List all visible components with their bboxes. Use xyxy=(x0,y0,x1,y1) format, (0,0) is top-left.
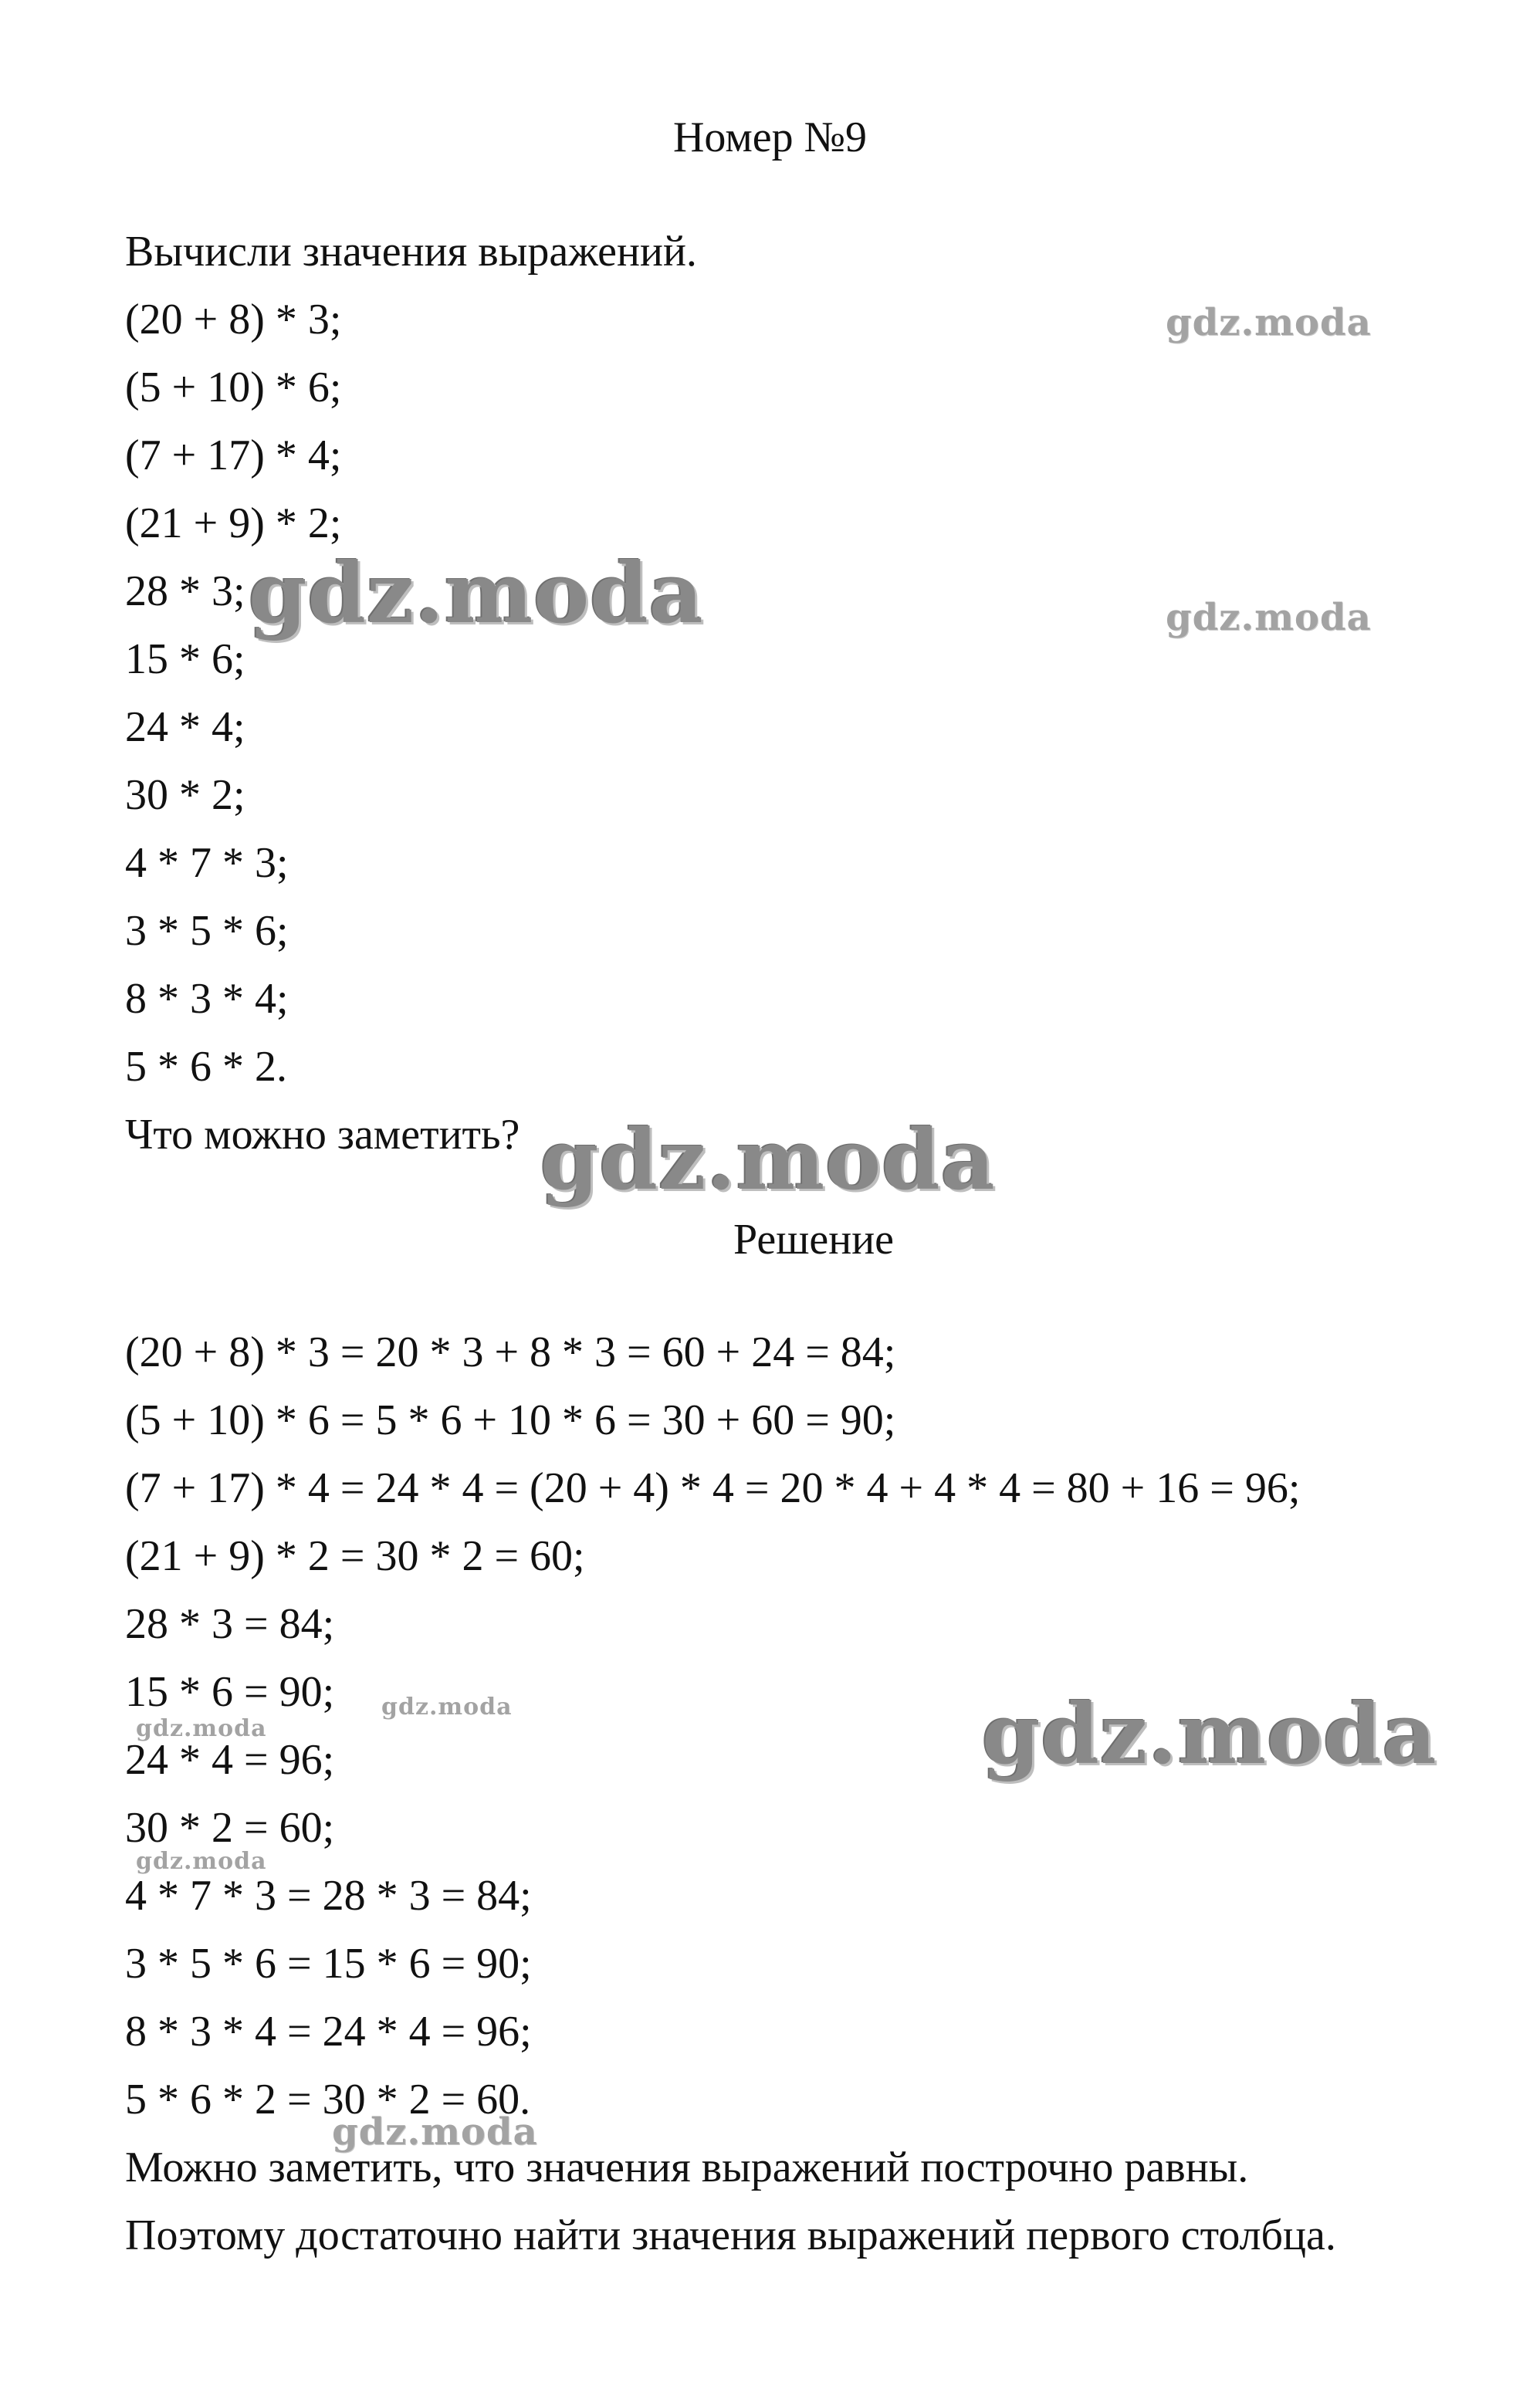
solution-line: 15 * 6 = 90; xyxy=(125,1668,335,1716)
task-expression: 3 * 5 * 6; xyxy=(125,907,289,955)
watermark: gdz.moda xyxy=(249,545,704,642)
task-expression: (20 + 8) * 3; xyxy=(125,296,342,343)
watermark: gdz.moda xyxy=(1166,301,1372,344)
watermark: gdz.moda xyxy=(381,1694,513,1721)
watermark: gdz.moda xyxy=(136,1715,267,1742)
watermark: gdz.moda xyxy=(136,1848,267,1875)
solution-line: (5 + 10) * 6 = 5 * 6 + 10 * 6 = 30 + 60 = 90; xyxy=(125,1396,896,1444)
task-prompt: Вычисли значения выражений. xyxy=(125,228,697,276)
task-expression: 5 * 6 * 2. xyxy=(125,1043,287,1091)
page-title: Номер №9 xyxy=(672,113,868,161)
solution-heading: Решение xyxy=(733,1216,895,1264)
solution-line: 28 * 3 = 84; xyxy=(125,1600,335,1648)
task-expression: 4 * 7 * 3; xyxy=(125,839,289,887)
task-expression: (21 + 9) * 2; xyxy=(125,499,342,547)
task-expression: (7 + 17) * 4; xyxy=(125,431,342,479)
watermark: gdz.moda xyxy=(540,1112,996,1209)
solution-line: (20 + 8) * 3 = 20 * 3 + 8 * 3 = 60 + 24 = 84; xyxy=(125,1328,896,1376)
task-expression: (5 + 10) * 6; xyxy=(125,364,342,411)
solution-line: 3 * 5 * 6 = 15 * 6 = 90; xyxy=(125,1940,532,1988)
watermark: gdz.moda xyxy=(1166,596,1372,639)
watermark: gdz.moda xyxy=(982,1686,1437,1783)
solution-line: 30 * 2 = 60; xyxy=(125,1804,335,1852)
task-expression: 15 * 6; xyxy=(125,635,245,683)
solution-conclusion: Поэтому достаточно найти значения выражений первого столбца. xyxy=(125,2211,1336,2259)
solution-conclusion: Можно заметить, что значения выражений построчно равны. xyxy=(125,2144,1249,2191)
task-question: Что можно заметить? xyxy=(125,1111,520,1159)
solution-line: 4 * 7 * 3 = 28 * 3 = 84; xyxy=(125,1872,532,1920)
solution-line: (7 + 17) * 4 = 24 * 4 = (20 + 4) * 4 = 20 * 4 + 4 * 4 = 80 + 16 = 96; xyxy=(125,1464,1301,1512)
task-expression: 24 * 4; xyxy=(125,703,245,751)
watermark: gdz.moda xyxy=(332,2110,538,2154)
solution-line: 5 * 6 * 2 = 30 * 2 = 60. xyxy=(125,2076,531,2123)
task-expression: 28 * 3; xyxy=(125,567,245,615)
solution-line: 24 * 4 = 96; xyxy=(125,1736,335,1784)
task-expression: 30 * 2; xyxy=(125,771,245,819)
solution-line: (21 + 9) * 2 = 30 * 2 = 60; xyxy=(125,1532,585,1580)
task-expression: 8 * 3 * 4; xyxy=(125,975,289,1023)
solution-line: 8 * 3 * 4 = 24 * 4 = 96; xyxy=(125,2008,532,2056)
